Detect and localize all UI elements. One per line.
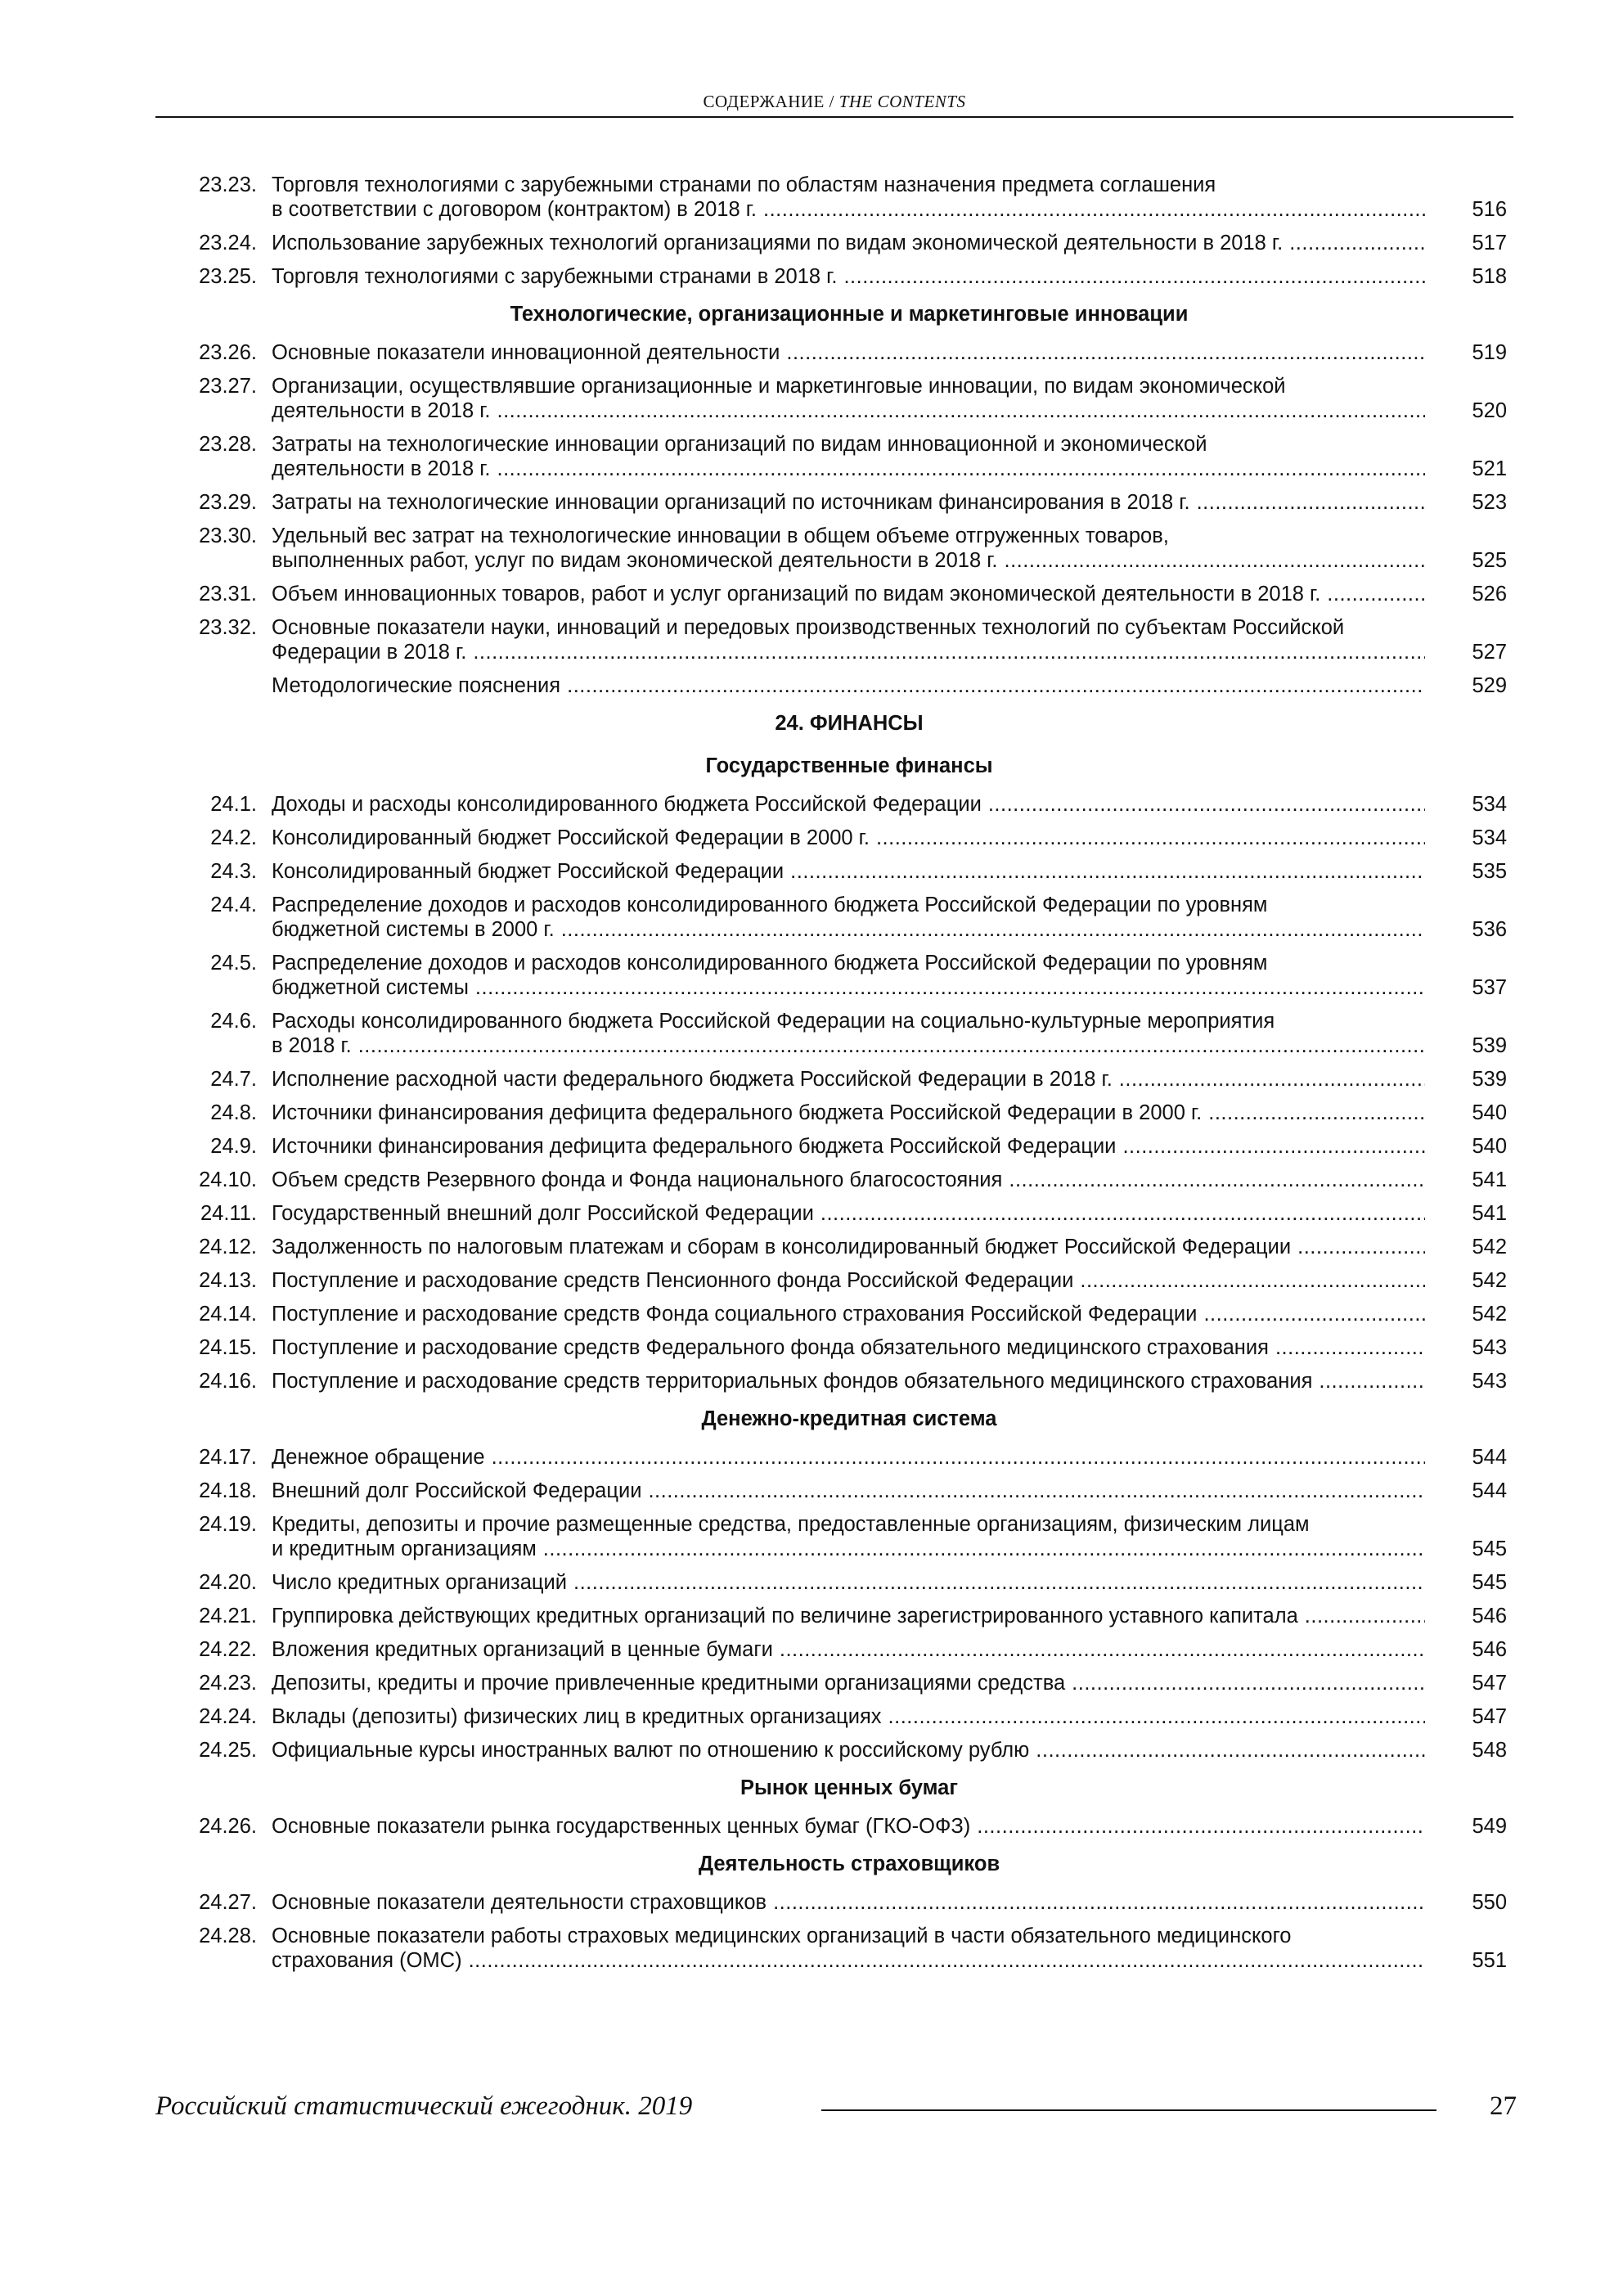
toc-entry[interactable] [172, 1886, 1510, 1920]
toc-entry-title [257, 1168, 1425, 1192]
dot-leader [1009, 1168, 1425, 1192]
toc-entry-number: 24.7. [210, 1068, 257, 1091]
toc-entry-page: 545 [1472, 1571, 1507, 1594]
toc-entry-title [257, 1738, 1425, 1763]
toc-entry[interactable] [172, 1005, 1510, 1063]
section-heading: Рынок ценных бумаг [740, 1776, 958, 1799]
toc-entry-page: 545 [1472, 1537, 1507, 1560]
toc-entry-number: 24.2. [210, 826, 257, 849]
dot-leader [573, 1570, 1425, 1595]
toc-entry-title-line: в 2018 г. [272, 1034, 352, 1057]
toc-entry-title-line: Официальные курсы иностранных валют по отношению к российскому рублю [272, 1739, 1030, 1762]
toc-entry-page: 521 [1472, 457, 1507, 480]
running-header [155, 92, 1513, 112]
toc-entry[interactable] [172, 611, 1510, 669]
toc-entry[interactable] [172, 1810, 1510, 1844]
toc-entry-title-line: Источники финансирования дефицита федерального бюджета Российской Федерации в 2000 г. [272, 1101, 1203, 1124]
toc-entry-number: 24.21. [199, 1605, 257, 1627]
toc-entry-title-line: Основные показатели инновационной деятельности [272, 341, 780, 364]
toc-entry-page: 547 [1472, 1672, 1507, 1695]
toc-entry[interactable] [172, 1441, 1510, 1474]
dot-leader [492, 1445, 1425, 1470]
toc-entry-title-line: Затраты на технологические инновации организаций по источникам финансирования в 2018 г. [272, 491, 1190, 514]
toc-entry[interactable] [172, 1633, 1510, 1667]
toc-entry[interactable] [172, 788, 1510, 822]
dot-leader [1203, 1302, 1425, 1326]
dot-leader [763, 197, 1425, 222]
dot-leader [988, 792, 1425, 817]
toc-entry[interactable] [172, 889, 1510, 947]
toc-entry-number: 23.31. [199, 583, 257, 606]
section-heading: Деятельность страховщиков [698, 1853, 1000, 1875]
toc-entry-number: 23.25. [199, 265, 257, 288]
toc-entry-number: 24.28. [199, 1925, 257, 1947]
toc-entry-title-line: деятельности в 2018 г. [272, 399, 491, 422]
toc-entry[interactable] [172, 947, 1510, 1005]
toc-entry-title [257, 1201, 1425, 1226]
toc-entry-title [257, 1704, 1425, 1729]
toc-entry-page: 540 [1472, 1135, 1507, 1158]
toc-entry[interactable] [172, 1096, 1510, 1130]
toc-entry-page: 541 [1472, 1168, 1507, 1191]
toc-entry-title-line: Объем инновационных товаров, работ и услуг организаций по видам экономической деятельности в 2018 г. [272, 583, 1321, 606]
dot-leader [1305, 1604, 1425, 1628]
dot-leader [977, 1814, 1425, 1839]
toc-entry-page: 523 [1472, 491, 1507, 514]
toc-entry-title [257, 1369, 1425, 1393]
toc-entry-page: 544 [1472, 1446, 1507, 1469]
toc-entry-page: 517 [1472, 232, 1507, 254]
toc-entry-title-line: Торговля технологиями с зарубежными странами в 2018 г. [272, 265, 838, 288]
toc-entry-page: 539 [1472, 1034, 1507, 1057]
section-heading: Государственные финансы [705, 754, 993, 777]
dot-leader [561, 917, 1425, 942]
toc-entry[interactable] [172, 1734, 1510, 1767]
toc-entry-title-line: Денежное обращение [272, 1446, 485, 1469]
toc-entry-page: 534 [1472, 793, 1507, 816]
toc-entry-number: 23.29. [199, 491, 257, 514]
toc-entry[interactable] [172, 1264, 1510, 1298]
toc-entry-title [257, 340, 1425, 365]
dot-leader [1005, 548, 1425, 573]
toc-entry-title [257, 173, 1425, 222]
toc-entry-title-line: и кредитным организациям [272, 1537, 537, 1560]
toc-entry[interactable] [172, 169, 1510, 227]
toc-entry-number: 24.19. [199, 1513, 257, 1536]
toc-entry-title-line: Основные показатели рынка государственных ценных бумаг (ГКО-ОФЗ) [272, 1815, 971, 1838]
toc-entry-number: 24.13. [199, 1269, 257, 1292]
dot-leader [1072, 1671, 1425, 1695]
toc-entry-title-line: Основные показатели науки, инноваций и передовых производственных технологий по субъектам Российской [272, 616, 1345, 639]
toc-entry-title-line: страхования (ОМС) [272, 1949, 462, 1972]
toc-entry-title [257, 859, 1425, 884]
toc-entry-title-line: Кредиты, депозиты и прочие размещенные средства, предоставленные организациям, физическим лицам [272, 1513, 1310, 1536]
toc-entry-title-line: бюджетной системы [272, 976, 469, 999]
toc-entry-title-line: Депозиты, кредиты и прочие привлеченные кредитными организациями средства [272, 1672, 1066, 1695]
toc-entry-title-line: Удельный вес затрат на технологические инновации в общем объеме отгруженных товаров, [272, 524, 1169, 547]
toc-entry[interactable] [172, 578, 1510, 611]
toc-entry-title [257, 1512, 1425, 1561]
toc-entry[interactable] [172, 1231, 1510, 1264]
dot-leader [1327, 582, 1425, 606]
toc-entry-title [257, 374, 1425, 423]
toc-entry[interactable] [172, 428, 1510, 486]
toc-entry[interactable] [172, 1474, 1510, 1508]
toc-entry-title-line: Группировка действующих кредитных организаций по величине зарегистрированного уставного капитала [272, 1605, 1298, 1627]
dot-leader [1036, 1738, 1425, 1763]
toc-entry-number: 24.16. [199, 1370, 257, 1393]
toc-entry[interactable] [172, 336, 1510, 370]
toc-entry-number: 24.6. [210, 1010, 257, 1033]
dot-leader [1275, 1335, 1425, 1360]
toc-entry-title [257, 1134, 1425, 1159]
toc-entry-page: 543 [1472, 1370, 1507, 1393]
toc-entry-page: 548 [1472, 1739, 1507, 1762]
dot-leader [820, 1201, 1425, 1226]
section-heading: Технологические, организационные и маркетинговые инновации [510, 303, 1189, 326]
footer-page-number: 27 [1490, 2091, 1517, 2121]
dot-leader [648, 1479, 1425, 1503]
toc-entry[interactable] [172, 1920, 1510, 1978]
toc-entry-title-line: Основные показатели деятельности страховщиков [272, 1891, 767, 1914]
dot-leader [473, 640, 1425, 664]
toc-entry-title-line: Торговля технологиями с зарубежными странами по областям назначения предмета соглашения [272, 173, 1216, 196]
toc-entry[interactable] [172, 486, 1510, 520]
toc-entry-page: 525 [1472, 549, 1507, 572]
dot-leader [497, 457, 1425, 481]
toc-entry-page: 535 [1472, 860, 1507, 883]
toc-entry-title-line: Методологические пояснения [272, 674, 561, 697]
toc-entry-number: 23.27. [199, 375, 257, 398]
toc-entry-page: 542 [1472, 1303, 1507, 1326]
toc-entry-title-line: деятельности в 2018 г. [272, 457, 491, 480]
toc-entry-number: 24.15. [199, 1336, 257, 1359]
dot-leader [780, 1637, 1425, 1662]
running-header-en: THE CONTENTS [838, 92, 966, 111]
toc-entry-number: 24.20. [199, 1571, 257, 1594]
toc-entry-page: 544 [1472, 1479, 1507, 1502]
dot-leader [843, 264, 1425, 289]
dot-leader [543, 1537, 1425, 1561]
toc-entry[interactable] [172, 1508, 1510, 1566]
toc-entry-number: 23.26. [199, 341, 257, 364]
toc-entry[interactable] [172, 1298, 1510, 1331]
toc-entry-title [257, 1009, 1425, 1058]
toc-entry[interactable] [172, 1365, 1510, 1398]
toc-entry-title [257, 432, 1425, 481]
dot-leader [888, 1704, 1425, 1729]
toc-entry-title [257, 1479, 1425, 1503]
running-header-ru: СОДЕРЖАНИЕ / [703, 92, 839, 111]
table-of-contents [172, 169, 1510, 1978]
toc-entry-page: 540 [1472, 1101, 1507, 1124]
toc-entry[interactable] [172, 1164, 1510, 1197]
toc-entry-page: 539 [1472, 1068, 1507, 1091]
dot-leader [1119, 1067, 1425, 1092]
toc-entry-number: 24.1. [210, 793, 257, 816]
toc-entry-title [257, 1235, 1425, 1259]
toc-entry-number: 24.26. [199, 1815, 257, 1838]
toc-entry[interactable] [172, 1667, 1510, 1700]
toc-entry-title-line: Распределение доходов и расходов консолидированного бюджета Российской Федерации по уровням [272, 952, 1268, 975]
toc-entry-title-line: Основные показатели работы страховых медицинских организаций в части обязательного медицинского [272, 1925, 1292, 1947]
toc-entry-title-line: Объем средств Резервного фонда и Фонда национального благосостояния [272, 1168, 1003, 1191]
toc-entry-page: 551 [1472, 1949, 1507, 1972]
toc-entry-title-line: Консолидированный бюджет Российской Федерации [272, 860, 785, 883]
toc-entry-title [257, 1445, 1425, 1470]
dot-leader [786, 340, 1425, 365]
toc-entry-title [257, 951, 1425, 1000]
toc-entry-title [257, 673, 1425, 698]
toc-entry-number: 24.12. [199, 1236, 257, 1258]
toc-entry-title-line: Число кредитных организаций [272, 1571, 568, 1594]
header-rule [155, 116, 1513, 118]
toc-entry-title [257, 231, 1425, 255]
toc-entry-title [257, 826, 1425, 850]
dot-leader [475, 975, 1425, 1000]
toc-entry-title [257, 1924, 1425, 1973]
toc-entry-title-line: Вложения кредитных организаций в ценные бумаги [272, 1638, 773, 1661]
toc-entry[interactable] [172, 260, 1510, 294]
dot-leader [1080, 1268, 1425, 1293]
toc-entry-page: 520 [1472, 399, 1507, 422]
dot-leader [1297, 1235, 1425, 1259]
toc-entry-title-line: Вклады (депозиты) физических лиц в кредитных организациях [272, 1705, 882, 1728]
toc-entry-title-line: Исполнение расходной части федерального бюджета Российской Федерации в 2018 г. [272, 1068, 1113, 1091]
toc-entry-page: 534 [1472, 826, 1507, 849]
toc-entry[interactable] [172, 1700, 1510, 1734]
toc-entry-title [257, 1302, 1425, 1326]
toc-entry-number: 24.14. [199, 1303, 257, 1326]
toc-entry-page: 550 [1472, 1891, 1507, 1914]
toc-entry-title-line: Внешний долг Российской Федерации [272, 1479, 642, 1502]
toc-entry[interactable] [172, 370, 1510, 428]
dot-leader [1208, 1101, 1425, 1125]
toc-entry-number: 24.5. [210, 952, 257, 975]
toc-entry-page: 542 [1472, 1269, 1507, 1292]
dot-leader [876, 826, 1425, 850]
toc-entry-page: 546 [1472, 1605, 1507, 1627]
toc-entry-title-line: Использование зарубежных технологий организациями по видам экономической деятельности в 2018 г. [272, 232, 1284, 254]
toc-entry-number: 23.32. [199, 616, 257, 639]
toc-entry-number: 24.23. [199, 1672, 257, 1695]
toc-entry-page: 536 [1472, 918, 1507, 941]
dot-leader [1122, 1134, 1425, 1159]
toc-entry-title-line: выполненных работ, услуг по видам экономической деятельности в 2018 г. [272, 549, 998, 572]
dot-leader [497, 398, 1425, 423]
toc-entry-title [257, 1604, 1425, 1628]
toc-entry-number: 23.28. [199, 433, 257, 456]
dot-leader [790, 859, 1425, 884]
toc-entry-title-line: Задолженность по налоговым платежам и сборам в консолидированный бюджет Российской Федерации [272, 1236, 1292, 1258]
dot-leader [1289, 231, 1425, 255]
dot-leader [1319, 1369, 1425, 1393]
toc-entry-page: 516 [1472, 198, 1507, 221]
dot-leader [567, 673, 1425, 698]
toc-entry-title-line: Затраты на технологические инновации организаций по видам инновационной и экономической [272, 433, 1207, 456]
toc-entry-title [257, 264, 1425, 289]
toc-entry[interactable] [172, 520, 1510, 578]
toc-entry-number: 24.8. [210, 1101, 257, 1124]
toc-entry-number: 23.23. [199, 173, 257, 196]
toc-entry-number: 24.10. [199, 1168, 257, 1191]
toc-entry-title [257, 1890, 1425, 1915]
toc-entry-title-line: Поступление и расходование средств Пенсионного фонда Российской Федерации [272, 1269, 1074, 1292]
toc-entry[interactable] [172, 1063, 1510, 1096]
toc-entry[interactable] [172, 855, 1510, 889]
toc-entry-title-line: бюджетной системы в 2000 г. [272, 918, 555, 941]
toc-entry-title [257, 1335, 1425, 1360]
toc-entry-page: 529 [1472, 674, 1507, 697]
toc-entry-title [257, 1067, 1425, 1092]
toc-entry-title [257, 582, 1425, 606]
toc-entry-title-line: Организации, осуществлявшие организационные и маркетинговые инновации, по видам экономической [272, 375, 1286, 398]
toc-entry-title [257, 1671, 1425, 1695]
toc-entry[interactable] [172, 1600, 1510, 1633]
toc-entry-title-line: Поступление и расходование средств Федерального фонда обязательного медицинского страхования [272, 1336, 1269, 1359]
toc-entry-title-line: Источники финансирования дефицита федерального бюджета Российской Федерации [272, 1135, 1117, 1158]
toc-entry-number: 23.24. [199, 232, 257, 254]
toc-entry-title-line: Расходы консолидированного бюджета Российской Федерации на социально-культурные мероприятия [272, 1010, 1275, 1033]
toc-entry-number: 24.22. [199, 1638, 257, 1661]
section-heading: 24. ФИНАНСЫ [775, 712, 924, 735]
toc-entry-number: 24.27. [199, 1891, 257, 1914]
toc-entry[interactable] [172, 1130, 1510, 1164]
toc-entry-number: 24.11. [200, 1202, 257, 1225]
toc-entry-page: 546 [1472, 1638, 1507, 1661]
toc-entry-title [257, 615, 1425, 664]
toc-entry-title [257, 1570, 1425, 1595]
toc-entry-title-line: Доходы и расходы консолидированного бюджета Российской Федерации [272, 793, 982, 816]
toc-entry-title [257, 1637, 1425, 1662]
toc-entry-page: 519 [1472, 341, 1507, 364]
toc-entry-title-line: Государственный внешний долг Российской Федерации [272, 1202, 814, 1225]
toc-entry-number: 24.3. [210, 860, 257, 883]
toc-entry[interactable] [172, 1566, 1510, 1600]
toc-entry-title-line: Поступление и расходование средств территориальных фондов обязательного медицинского страхования [272, 1370, 1313, 1393]
toc-entry-number: 24.17. [199, 1446, 257, 1469]
toc-entry[interactable] [172, 1331, 1510, 1365]
footer-publication-title: Российский статистический ежегодник. 2019 [155, 2091, 693, 2121]
toc-entry-title [257, 524, 1425, 573]
toc-entry-page: 527 [1472, 641, 1507, 664]
toc-entry-number: 24.25. [199, 1739, 257, 1762]
toc-entry[interactable] [172, 669, 1510, 703]
toc-entry-title [257, 490, 1425, 515]
toc-entry-title-line: Распределение доходов и расходов консолидированного бюджета Российской Федерации по уровням [272, 894, 1268, 916]
toc-entry-number: 23.30. [199, 524, 257, 547]
toc-entry-number: 24.24. [199, 1705, 257, 1728]
footer-rule [821, 2109, 1436, 2111]
toc-entry[interactable] [172, 822, 1510, 855]
toc-entry-page: 518 [1472, 265, 1507, 288]
toc-entry-page: 547 [1472, 1705, 1507, 1728]
dot-leader [469, 1948, 1425, 1973]
toc-entry-title-line: в соответствии с договором (контрактом) в 2018 г. [272, 198, 758, 221]
toc-entry-page: 537 [1472, 976, 1507, 999]
dot-leader [1197, 490, 1425, 515]
toc-entry-page: 541 [1472, 1202, 1507, 1225]
toc-entry-number: 24.9. [210, 1135, 257, 1158]
toc-entry-page: 542 [1472, 1236, 1507, 1258]
toc-entry-title [257, 893, 1425, 942]
toc-entry-number: 24.4. [210, 894, 257, 916]
toc-entry-page: 526 [1472, 583, 1507, 606]
toc-entry-title-line: Федерации в 2018 г. [272, 641, 467, 664]
dot-leader [773, 1890, 1425, 1915]
toc-entry-page: 543 [1472, 1336, 1507, 1359]
toc-entry[interactable] [172, 1197, 1510, 1231]
dot-leader [358, 1033, 1425, 1058]
toc-entry-title [257, 1268, 1425, 1293]
section-heading: Денежно-кредитная система [701, 1407, 997, 1430]
toc-entry-title [257, 1814, 1425, 1839]
toc-entry-title-line: Поступление и расходование средств Фонда социального страхования Российской Федерации [272, 1303, 1198, 1326]
toc-entry-title-line: Консолидированный бюджет Российской Федерации в 2000 г. [272, 826, 870, 849]
toc-entry-number: 24.18. [199, 1479, 257, 1502]
toc-entry[interactable] [172, 227, 1510, 260]
toc-entry-title [257, 792, 1425, 817]
toc-entry-title [257, 1101, 1425, 1125]
toc-entry-page: 549 [1472, 1815, 1507, 1838]
